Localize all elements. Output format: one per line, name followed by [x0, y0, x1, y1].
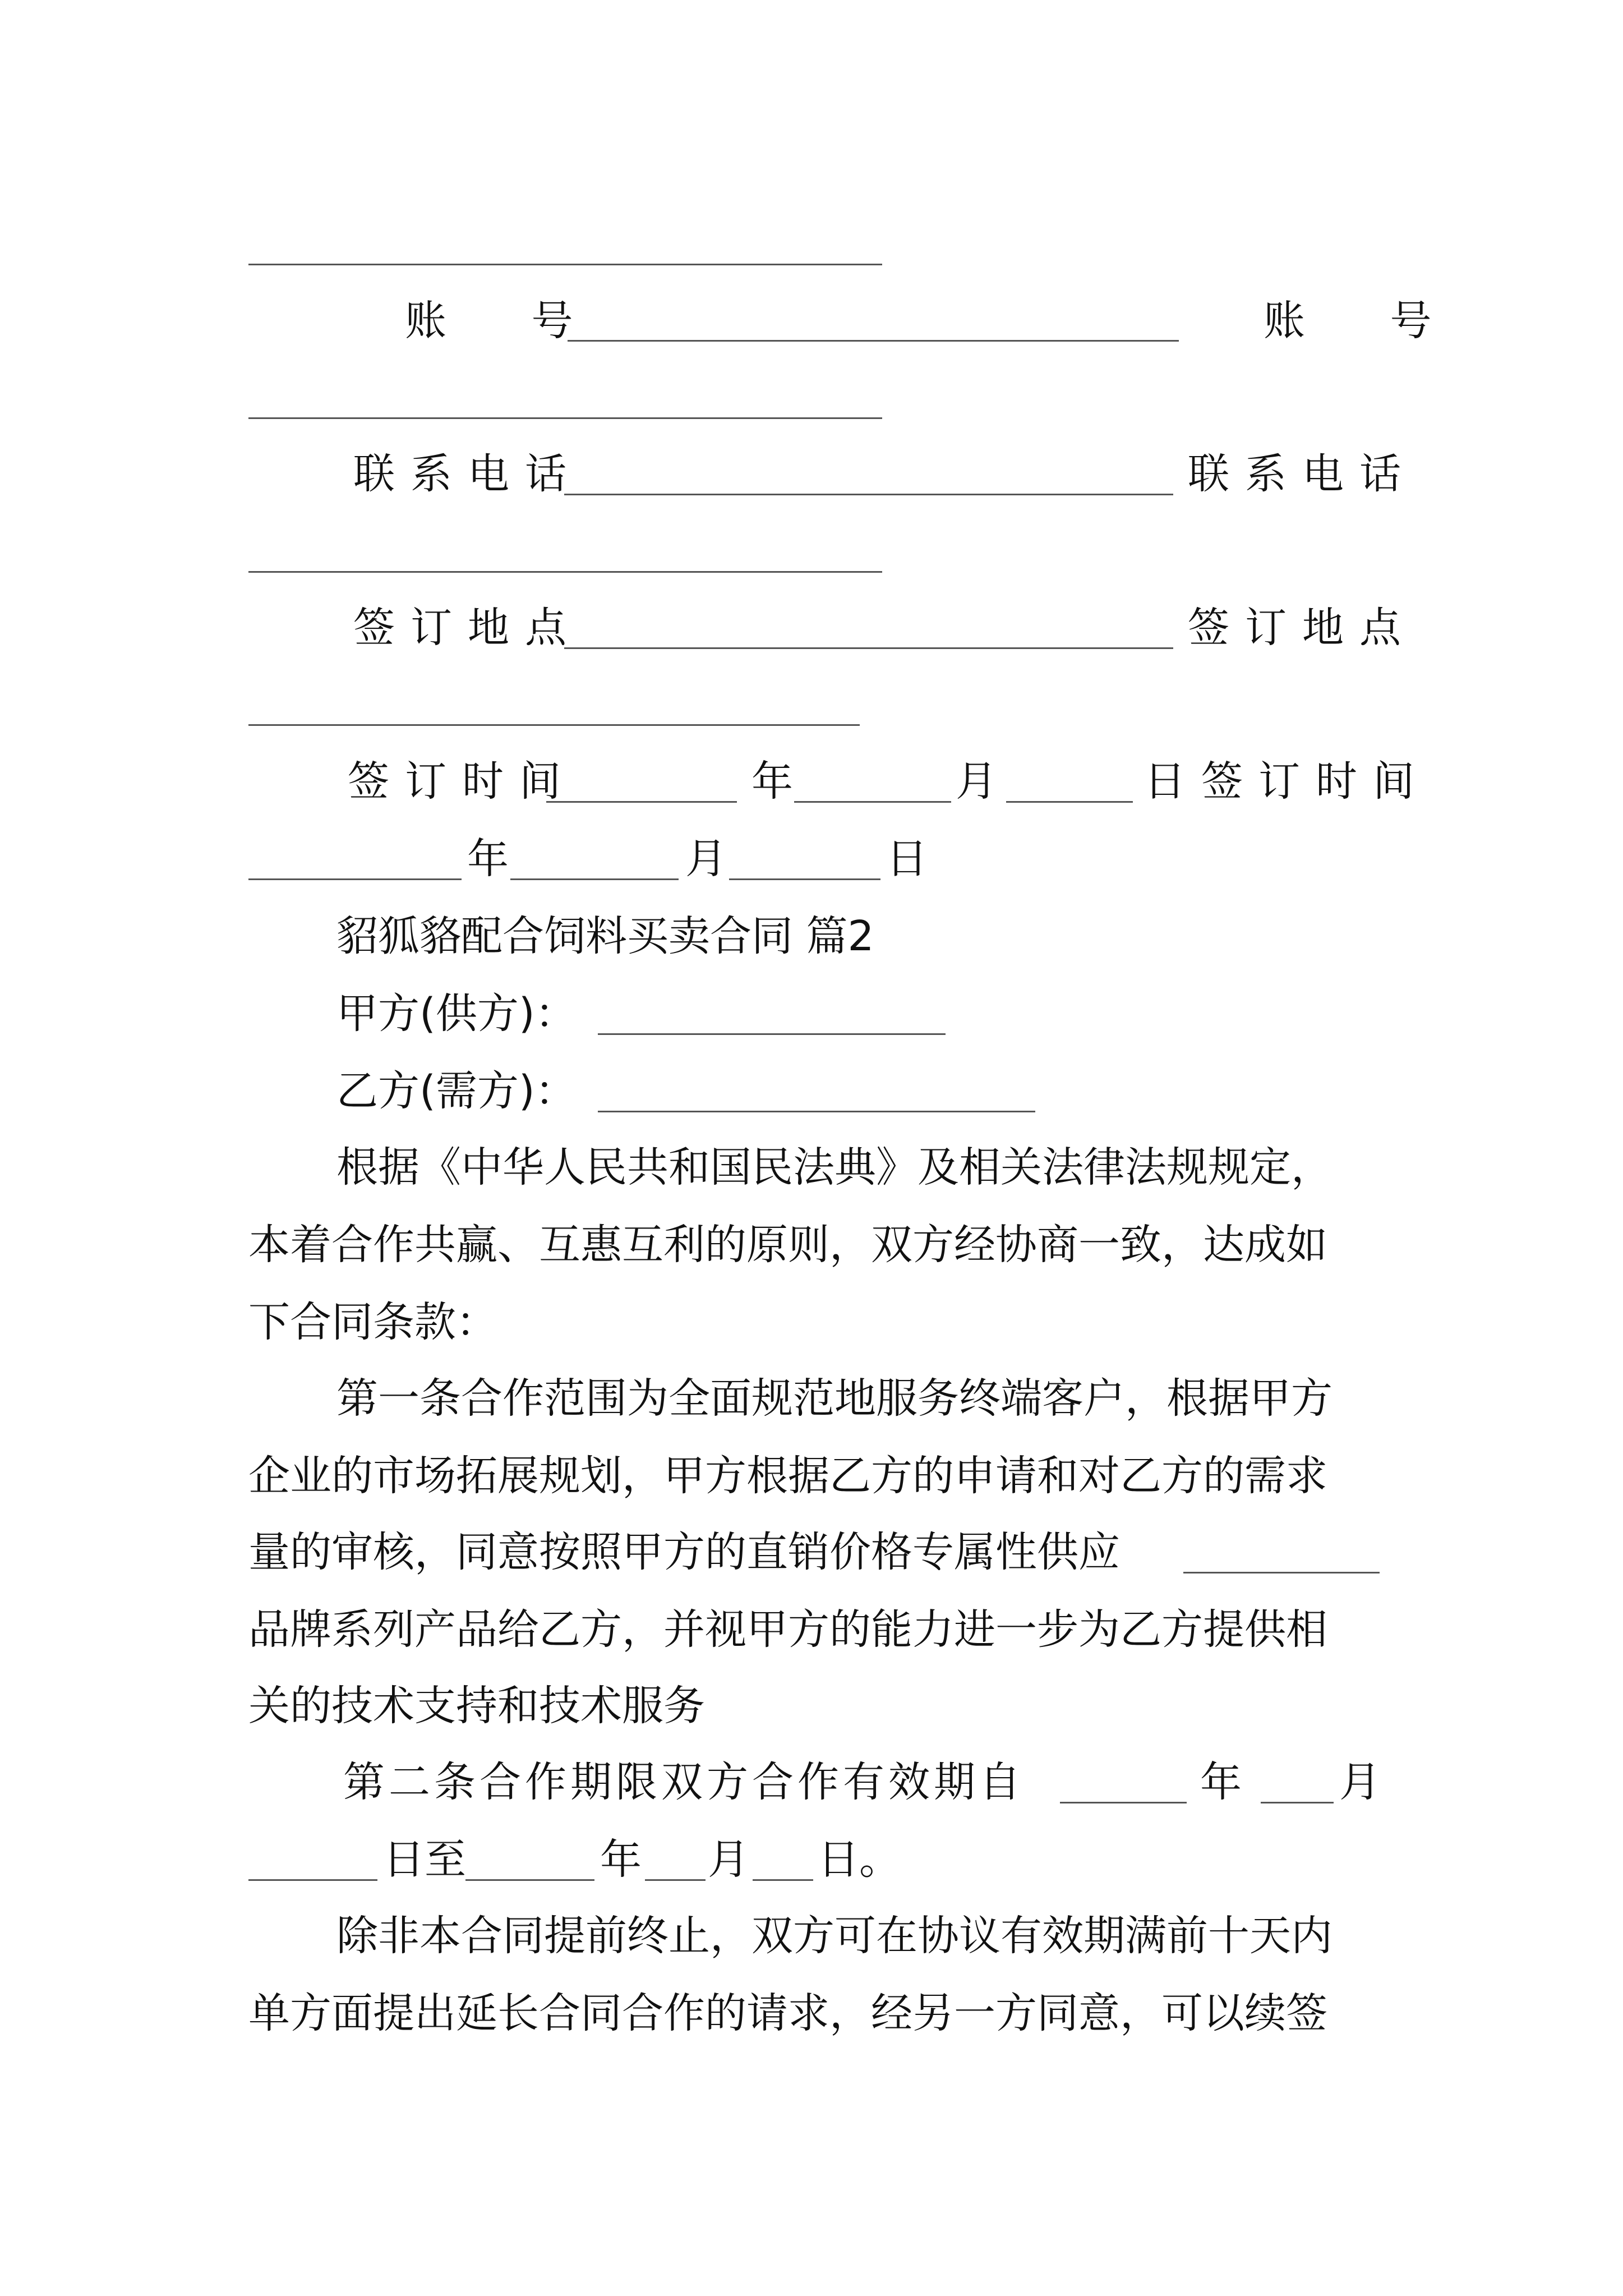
article1-line2: 企业的市场拓展规划，甲方根据乙方的申请和对乙方的需求 — [248, 1452, 1327, 1500]
time-month-right: 月 — [685, 835, 727, 883]
party-a-blank — [598, 1033, 946, 1035]
phone-blank-right — [248, 571, 882, 573]
party-b-blank — [598, 1111, 1035, 1112]
account-blank-left — [568, 340, 1179, 342]
art2-day2: 日。 — [818, 1835, 901, 1884]
article1-line4: 品牌系列产品给乙方，并视甲方的能力进一步为乙方提供相 — [248, 1605, 1327, 1654]
art2-day-blank — [248, 1879, 377, 1881]
art2-month-blank — [1261, 1802, 1334, 1803]
account-label-right: 账 号 — [1264, 297, 1468, 345]
art2-month2: 月 — [708, 1835, 749, 1884]
art2-month: 月 — [1339, 1758, 1381, 1806]
art2-year: 年 — [1200, 1758, 1242, 1806]
time-day-blank — [1006, 801, 1133, 803]
place-label-right: 签订地点 — [1188, 604, 1417, 652]
article2-line1: 第二条合作期限双方合作有效期自 — [343, 1758, 1025, 1806]
article1-line1: 第一条合作范围为全面规范地服务终端客户，根据甲方 — [336, 1374, 1332, 1423]
place-blank-right — [248, 724, 860, 726]
para3-line2: 单方面提出延长合同合作的请求，经另一方同意，可以续签 — [248, 1989, 1327, 2037]
phone-blank-left — [564, 494, 1173, 495]
art2-day2-blank — [753, 1879, 813, 1881]
time-day-right: 日 — [886, 835, 928, 883]
para1-line3: 下合同条款： — [248, 1298, 497, 1346]
account-blank-right — [248, 417, 882, 419]
account-label-left: 账 号 — [405, 297, 609, 345]
time-month: 月 — [956, 757, 997, 806]
time-month-blank-right — [510, 878, 679, 880]
time-day-label-right: 日签订时间 — [1144, 757, 1430, 806]
art2-year2: 年 — [600, 1835, 642, 1884]
time-day-blank-right — [729, 878, 880, 880]
time-year: 年 — [751, 757, 793, 806]
party-a-label: 甲方(供方)： — [336, 990, 577, 1038]
contract-heading: 貂狐貉配合饲料买卖合同 篇2 — [336, 912, 874, 960]
art2-year2-blank — [465, 1879, 594, 1881]
time-label-left: 签订时间 — [348, 757, 577, 806]
time-month-blank — [794, 801, 951, 803]
article1-line3: 量的审核，同意按照甲方的直销价格专属性供应 — [248, 1528, 1120, 1576]
art2-year-blank — [1060, 1802, 1187, 1803]
art2-month2-blank — [645, 1879, 706, 1881]
place-label-left: 签订地点 — [353, 604, 582, 652]
para1-line2: 本着合作共赢、互惠互利的原则，双方经协商一致，达成如 — [248, 1221, 1327, 1269]
party-b-label: 乙方(需方)： — [336, 1067, 577, 1115]
time-year-blank — [546, 801, 737, 803]
para3-line1: 除非本合同提前终止，双方可在协议有效期满前十天内 — [336, 1912, 1332, 1960]
para1-line1: 根据《中华人民共和国民法典》及相关法律法规规定， — [336, 1143, 1332, 1191]
place-blank-left — [564, 647, 1173, 649]
brand-blank — [1183, 1572, 1380, 1573]
phone-label-right: 联系电话 — [1188, 450, 1417, 498]
phone-label-left: 联系电话 — [353, 450, 582, 498]
article1-line5: 关的技术支持和技术服务 — [248, 1682, 705, 1730]
blank-line — [248, 264, 882, 265]
time-year-right: 年 — [467, 835, 509, 883]
art2-day-to: 日至 — [383, 1835, 466, 1884]
time-year-blank-right — [248, 878, 462, 880]
